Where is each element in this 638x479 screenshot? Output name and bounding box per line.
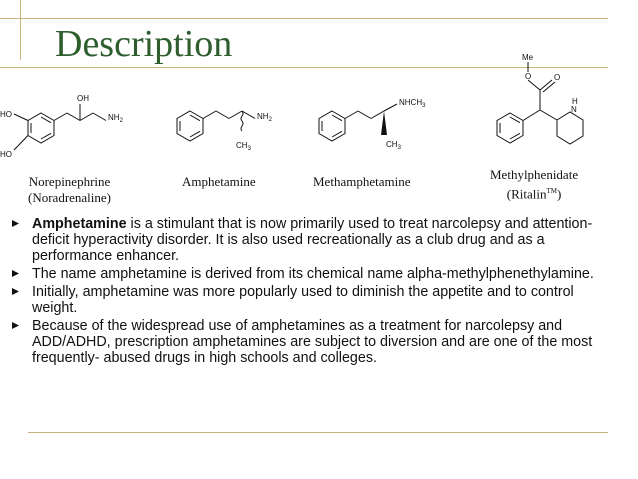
- atom-label-me: Me: [522, 53, 534, 62]
- molecule-alt-name: (Noradrenaline): [28, 190, 112, 205]
- bullet-text: Initially, amphetamine was more popularly used to diminish the appetite and to control weight.: [32, 284, 574, 316]
- slide-title: Description: [55, 23, 233, 65]
- bullet-text: Because of the widespread use of amphetamines as a treatment for narcolepsy and ADD/ADHD, prescription amphetamines are subject to diversion and are one of the most frequently- abused drugs in high schools and colleges.: [32, 318, 593, 366]
- atom-label-o: O: [525, 72, 532, 81]
- atom-subscript: 3: [247, 146, 251, 152]
- bullet-text: The name amphetamine is derived from its chemical name alpha-methylphenethylamine.: [32, 266, 594, 282]
- svg-text:NHCH3: [399, 98, 426, 109]
- atom-label-nhch: NHCH: [399, 98, 423, 107]
- bullet-arrow-icon: [12, 322, 19, 329]
- atom-label-oh: OH: [77, 94, 89, 103]
- amphetamine-caption: [182, 174, 256, 190]
- atom-label-nh: NH: [108, 113, 120, 122]
- molecule-name: Norepinephrine: [28, 174, 111, 189]
- svg-text:CH3: [386, 140, 402, 151]
- bullet-arrow-icon: [12, 270, 19, 277]
- atom-label-n: N: [571, 105, 577, 114]
- bullet-item: [12, 318, 612, 366]
- bullet-lead: Amphetamine: [32, 216, 127, 232]
- atom-subscript: 3: [422, 103, 426, 109]
- svg-text:CH3: [236, 141, 252, 152]
- bullet-arrow-icon: [12, 288, 19, 295]
- molecule-name: Amphetamine: [182, 174, 256, 189]
- bullet-item: [12, 284, 612, 316]
- bullet-text: is a stimulant that is now primarily used to treat narcolepsy and attention-deficit hyperactivity disorder. It is also used recreationally as a club drug and as a performance enhancer.: [32, 216, 593, 264]
- bullet-list: [12, 216, 612, 368]
- molecule-alt-name: (Ritalin™): [506, 186, 562, 202]
- methylphenidate-caption: [490, 167, 578, 202]
- amphetamine-structure: [177, 111, 255, 141]
- atom-subscript: 2: [119, 118, 123, 124]
- molecule-name: Methylphenidate: [490, 167, 579, 182]
- bullet-item: [12, 266, 612, 282]
- methylphenidate-structure: [497, 62, 583, 144]
- atom-label-ho-top: HO: [0, 110, 12, 119]
- atom-label-ch: CH: [386, 140, 398, 149]
- norepinephrine-structure: [14, 104, 106, 150]
- atom-label-h: H: [572, 97, 578, 106]
- atom-label-o: O: [554, 73, 561, 82]
- methamphetamine-caption: [313, 174, 410, 190]
- svg-text:NH2: [257, 112, 273, 123]
- atom-label-ho-bottom: HO: [0, 150, 12, 159]
- atom-subscript: 3: [397, 145, 401, 151]
- svg-text:NH2: [108, 113, 124, 124]
- atom-label-nh: NH: [257, 112, 269, 121]
- atom-subscript: 2: [268, 117, 272, 123]
- atom-label-ch: CH: [236, 141, 248, 150]
- bullet-arrow-icon: [12, 220, 19, 227]
- bullet-item: [12, 216, 612, 264]
- wedge-bond-icon: [381, 111, 387, 135]
- molecule-name: Methamphetamine: [313, 174, 411, 189]
- decorative-bottom-rule: [28, 432, 608, 433]
- norepinephrine-caption: [28, 174, 111, 206]
